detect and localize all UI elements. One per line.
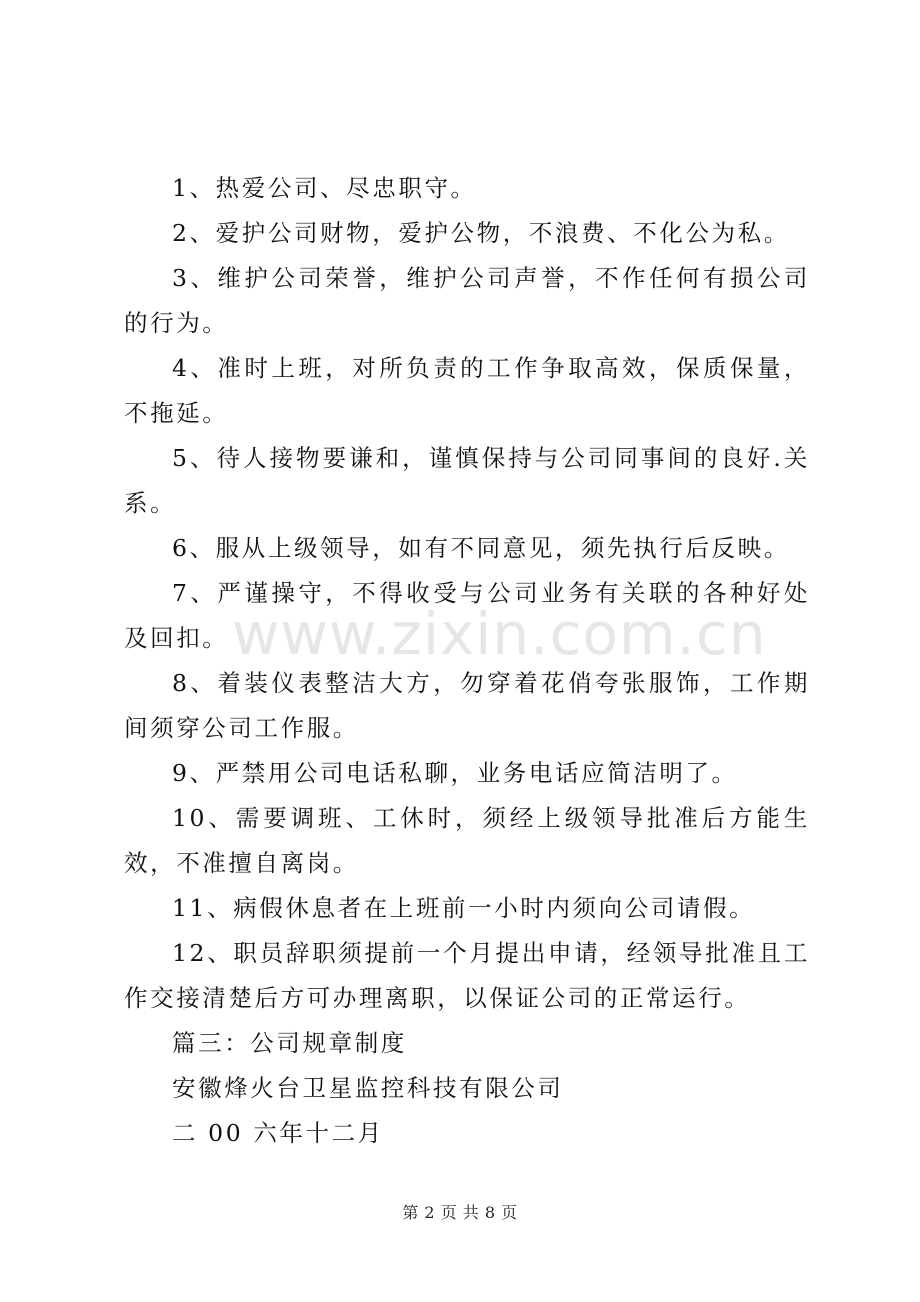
paragraph-11: 11、病假休息者在上班前一小时内须向公司请假。 [172,894,756,922]
paragraph-12: 12、职员辞职须提前一个月提出申请，经领导批准且工作交接清楚后方可办理离职，以保证公司的正常运行。 [124,939,810,1012]
paragraph-8: 8、着装仪表整洁大方，勿穿着花俏夸张服饰，工作期间须穿公司工作服。 [124,669,810,742]
watermark: www.zixin.com.cn [232,600,767,668]
document-body [124,166,810,1156]
paragraph-2: 2、爱护公司财物，爱护公物，不浪费、不化公为私。 [172,219,790,247]
paragraph-5: 5、待人接物要谦和，谨慎保持与公司同事间的良好.关系。 [124,444,810,517]
company-name: 安徽烽火台卫星监控科技有限公司 [172,1074,564,1102]
paragraph-10: 10、需要调班、工休时，须经上级领导批准后方能生效，不准擅自离岗。 [124,804,810,877]
paragraph-1: 1、热爱公司、尽忠职守。 [172,174,477,202]
paragraph-9: 9、严禁用公司电话私聊，业务电话应简洁明了。 [172,759,738,787]
paragraph-4: 4、准时上班，对所负责的工作争取高效，保质保量，不拖延。 [124,354,810,427]
paragraph-3: 3、维护公司荣誉，维护公司声誉，不作任何有损公司的行为。 [124,264,810,337]
paragraph-6: 6、服从上级领导，如有不同意见，须先执行后反映。 [172,534,790,562]
paragraph-7: 7、严谨操守，不得收受与公司业务有关联的各种好处及回扣。 [124,579,810,652]
document-date: 二 00 六年十二月 [172,1119,384,1147]
page-number-footer: 第 2 页 共 8 页 [402,1203,518,1222]
section-heading: 篇三：公司规章制度 [172,1029,407,1057]
